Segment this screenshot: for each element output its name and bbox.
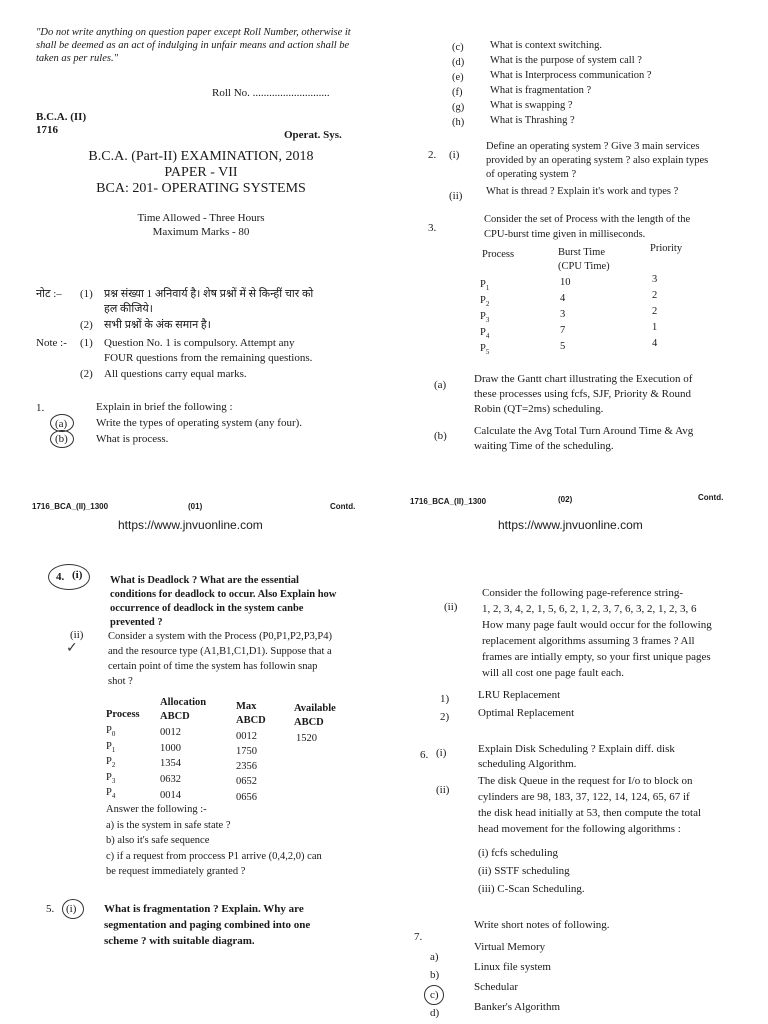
table-cell: 1000 <box>160 743 181 754</box>
table-cell: 7 <box>560 325 566 336</box>
question-5-ii-line-6: will all cost one page fault each. <box>482 667 625 679</box>
roll-number-field: Roll No. ............................ <box>212 87 330 99</box>
question-5-ii-line-3: How many page fault would occur for the following <box>482 619 712 631</box>
pen-circle-mark <box>50 430 74 448</box>
question-3a-line-2: these processes using fcfs, SJF, Priority & Round <box>474 388 691 400</box>
pen-circle-mark <box>48 564 90 590</box>
footer-code: 1716_BCA_(II)_1300 <box>32 502 109 511</box>
question-4-number: 4. <box>56 571 65 583</box>
question-3a-line-1: Draw the Gantt chart illustrating the Execution of <box>474 373 693 385</box>
question-4-ii-label: (ii) <box>70 629 84 641</box>
hindi-note-1: प्रश्न संख्या 1 अनिवार्य है। शेष प्रश्नों में से किन्हीं चार को <box>104 288 314 300</box>
question-2-number: 2. <box>428 149 437 161</box>
question-4-i-line-1: What is Deadlock ? What are the essential <box>110 575 299 586</box>
q7-item-label: d) <box>430 1007 440 1019</box>
algorithm-1-label: 1) <box>440 693 450 705</box>
question-4-ii-line-2: and the resource type (A1,B1,C1,D1). Suppose that a <box>108 646 332 657</box>
q7-item-text: Banker's Algorithm <box>474 1001 561 1013</box>
table-cell: 1520 <box>296 733 317 744</box>
question-6-ii-line-2: cylinders are 98, 183, 37, 122, 14, 124, 65, 67 if <box>478 791 690 803</box>
table-row: $P_0$ <box>106 725 116 739</box>
table-row: $P_2$ <box>106 756 116 770</box>
english-note-1-number: (1) <box>80 337 93 349</box>
tbl-col-max: Max <box>236 701 257 712</box>
algorithm-2-label: 2) <box>440 711 450 723</box>
english-note-1-continued: FOUR questions from the remaining questions. <box>104 352 313 364</box>
question-1-number: 1. <box>36 402 45 414</box>
question-6-ii-line-1: The disk Queue in the request for I/o to block on <box>478 775 693 787</box>
answer-heading: Answer the following :- <box>106 804 207 815</box>
item-label: (e) <box>452 72 464 83</box>
footer-contd: Contd. <box>330 502 356 511</box>
question-1a-text: Write the types of operating system (any four). <box>96 417 303 429</box>
question-2-i-line-2: provided by an operating system ? also explain types <box>486 155 709 166</box>
paper-name: BCA: 201- OPERATING SYSTEMS <box>96 181 306 196</box>
item-text: What is context switching. <box>490 40 602 51</box>
table-row: $P_4$ <box>480 327 490 341</box>
tick-mark-icon: ✓ <box>66 640 78 656</box>
question-5-ii-line-2: 1, 2, 3, 4, 2, 1, 5, 6, 2, 1, 2, 3, 7, 6, 3, 2, 1, 2, 3, 6 <box>482 603 697 615</box>
item-label: (d) <box>452 57 465 68</box>
english-note-2-number: (2) <box>80 368 93 380</box>
table-cell: 0632 <box>160 774 181 785</box>
time-allowed: Time Allowed - Three Hours <box>137 212 265 224</box>
table-row: $P_2$ <box>480 295 490 309</box>
hindi-note-1-continued: हल कीजिये। <box>104 303 153 315</box>
table-row: $P_1$ <box>480 279 490 293</box>
table-cell: 0012 <box>160 727 181 738</box>
question-4-ii-line-1: Consider a system with the Process (P0,P1,P2,P3,P4) <box>108 631 333 642</box>
course-label: B.C.A. (II) <box>36 111 87 123</box>
question-3b-line-1: Calculate the Avg Total Turn Around Time & Avg <box>474 425 694 437</box>
question-5-line-1: What is fragmentation ? Explain. Why are <box>104 903 304 915</box>
q6-algorithm-1: (i) fcfs scheduling <box>478 847 559 859</box>
pen-circle-mark <box>424 985 444 1005</box>
question-4-i-line-2: conditions for deadlock to occur. Also Explain how <box>110 589 337 600</box>
answer-part-c-line-1: c) if a request from proccess P1 arrive (0,4,2,0) can <box>106 851 322 862</box>
question-5-line-3: scheme ? with suitable diagram. <box>104 935 255 947</box>
table-cell: 0656 <box>236 792 257 803</box>
table-row: $P_4$ <box>106 787 116 801</box>
tbl-abcd: ABCD <box>160 711 190 722</box>
table-cell: 4 <box>652 338 658 349</box>
table-cell: 3 <box>652 274 658 285</box>
english-note-1: Question No. 1 is compulsory. Attempt any <box>104 337 295 349</box>
question-6-i-line-2: scheduling Algorithm. <box>478 758 577 770</box>
item-text: What is Interprocess communication ? <box>490 70 652 81</box>
source-url[interactable]: https://www.jnvuonline.com <box>118 518 263 532</box>
table-row: $P_3$ <box>480 311 490 325</box>
maximum-marks: Maximum Marks - 80 <box>152 226 250 238</box>
item-text: What is fragmentation ? <box>490 85 592 96</box>
table-cell: 5 <box>560 341 566 352</box>
tbl-abcd: ABCD <box>294 717 324 728</box>
footer-page-number: (01) <box>188 502 203 511</box>
q6-algorithm-3: (iii) C-Scan Scheduling. <box>478 883 585 895</box>
question-2-ii-text: What is thread ? Explain it's work and types ? <box>486 186 679 197</box>
question-1a-label: (a) <box>55 418 68 430</box>
question-1-text: Explain in brief the following : <box>96 401 233 413</box>
table-row: $P_1$ <box>106 741 116 755</box>
footer-code: 1716_BCA_(II)_1300 <box>410 497 487 506</box>
footer-page-number: (02) <box>558 495 573 504</box>
question-4-i-line-3: occurrence of deadlock in the system canbe <box>110 603 304 614</box>
question-1b-text: What is process. <box>96 433 169 445</box>
q7-item-text: Virtual Memory <box>474 941 546 953</box>
answer-part-b: b) also it's safe sequence <box>106 835 210 846</box>
table-cell: 1750 <box>236 746 257 757</box>
question-6-number: 6. <box>420 749 429 761</box>
tbl-col-allocation: Allocation <box>160 697 207 708</box>
question-6-ii-line-3: the disk head initially at 53, then compute the total <box>478 807 702 819</box>
question-5-ii-line-4: replacement algorithms assuming 3 frames ? All <box>482 635 695 647</box>
english-note-2: All questions carry equal marks. <box>104 368 247 380</box>
source-url[interactable]: https://www.jnvuonline.com <box>498 518 643 532</box>
question-5-i-label: (i) <box>66 903 77 915</box>
item-label: (h) <box>452 117 465 128</box>
question-2-i-line-1: Define an operating system ? Give 3 main services <box>486 141 700 152</box>
tbl-col-available: Available <box>294 703 336 714</box>
table-cell: 2 <box>652 290 658 301</box>
question-6-ii-line-4: head movement for the following algorithms : <box>478 823 681 835</box>
question-1b-label: (b) <box>55 433 68 445</box>
table-cell: 1354 <box>160 758 181 769</box>
footer-contd: Contd. <box>698 493 724 502</box>
q3-col-process: Process <box>482 249 515 260</box>
item-label: (c) <box>452 42 464 53</box>
q6-algorithm-2: (ii) SSTF scheduling <box>478 865 570 877</box>
table-cell: 0012 <box>236 731 257 742</box>
question-4-ii-line-4: shot ? <box>108 676 133 687</box>
q7-item-text: Linux file system <box>474 961 551 973</box>
algorithm-2: Optimal Replacement <box>478 707 575 719</box>
q3-col-burst-sub: (CPU Time) <box>558 261 610 272</box>
question-3b-line-2: waiting Time of the scheduling. <box>474 440 614 452</box>
q7-item-label: c) <box>430 989 439 1001</box>
q3-col-burst: Burst Time <box>558 247 605 258</box>
question-4-i-label: (i) <box>72 569 83 581</box>
question-2-i-label: (i) <box>449 149 460 161</box>
answer-part-a: a) is the system in safe state ? <box>106 820 231 831</box>
q3-col-priority: Priority <box>650 243 683 254</box>
table-row: $P_3$ <box>106 772 116 786</box>
question-2-ii-label: (ii) <box>449 190 463 202</box>
question-3a-line-3: Robin (QT=2ms) scheduling. <box>474 403 604 415</box>
table-cell: 3 <box>560 309 566 320</box>
item-label: (f) <box>452 87 463 98</box>
question-7-number: 7. <box>414 931 423 943</box>
hindi-note-1-number: (1) <box>80 288 93 300</box>
question-3b-label: (b) <box>434 430 447 442</box>
pen-circle-mark <box>62 899 84 919</box>
warning-notice: "Do not write anything on question paper except Roll Number, otherwise it shall be deemed as an act of indulging in unfair means and action shall be taken as per rules." <box>36 27 351 64</box>
question-3-line-2: CPU-burst time given in milliseconds. <box>484 229 646 240</box>
answer-part-c-line-2: be request immediately granted ? <box>106 866 246 877</box>
tbl-col-process: Process <box>106 709 140 720</box>
question-3-line-1: Consider the set of Process with the length of the <box>484 214 691 225</box>
q7-item-label: b) <box>430 969 440 981</box>
item-text: What is Thrashing ? <box>490 115 575 126</box>
tbl-abcd: ABCD <box>236 715 266 726</box>
q7-item-label: a) <box>430 951 439 963</box>
question-5-ii-line-1: Consider the following page-reference string- <box>482 587 683 599</box>
question-5-number: 5. <box>46 903 55 915</box>
q7-item-text: Schedular <box>474 981 518 993</box>
hindi-note-label: नोट :– <box>36 288 62 300</box>
question-6-i-line-1: Explain Disk Scheduling ? Explain diff. disk <box>478 743 675 755</box>
table-cell: 0652 <box>236 776 257 787</box>
question-5-line-2: segmentation and paging combined into one <box>104 919 311 931</box>
table-cell: 0014 <box>160 790 181 801</box>
paper-code: 1716 <box>36 124 58 136</box>
question-6-i-label: (i) <box>436 747 447 759</box>
item-text: What is the purpose of system call ? <box>490 55 642 66</box>
question-7-text: Write short notes of following. <box>474 919 610 931</box>
question-4-ii-line-3: certain point of time the system has followin snap <box>108 661 318 672</box>
question-3-number: 3. <box>428 222 437 234</box>
subject-short: Operat. Sys. <box>284 129 342 141</box>
table-cell: 1 <box>652 322 658 333</box>
table-cell: 2356 <box>236 761 257 772</box>
question-4-i-line-4: prevented ? <box>110 617 163 628</box>
english-note-label: Note :- <box>36 337 67 349</box>
hindi-note-2-number: (2) <box>80 319 93 331</box>
question-6-ii-label: (ii) <box>436 784 450 796</box>
table-row: $P_5$ <box>480 343 490 357</box>
table-cell: 2 <box>652 306 658 317</box>
algorithm-1: LRU Replacement <box>478 689 561 701</box>
table-cell: 10 <box>560 277 571 288</box>
table-cell: 4 <box>560 293 566 304</box>
item-label: (g) <box>452 102 465 113</box>
hindi-note-2: सभी प्रश्नों के अंक समान है। <box>104 319 211 331</box>
question-5-ii-label: (ii) <box>444 601 458 613</box>
question-2-i-line-3: of operating system ? <box>486 169 577 180</box>
exam-title: B.C.A. (Part-II) EXAMINATION, 2018 <box>88 149 314 164</box>
question-3a-label: (a) <box>434 379 447 391</box>
paper-number: PAPER - VII <box>164 165 238 180</box>
question-5-ii-line-5: frames are intially empty, so your first unique pages <box>482 651 711 663</box>
item-text: What is swapping ? <box>490 100 573 111</box>
